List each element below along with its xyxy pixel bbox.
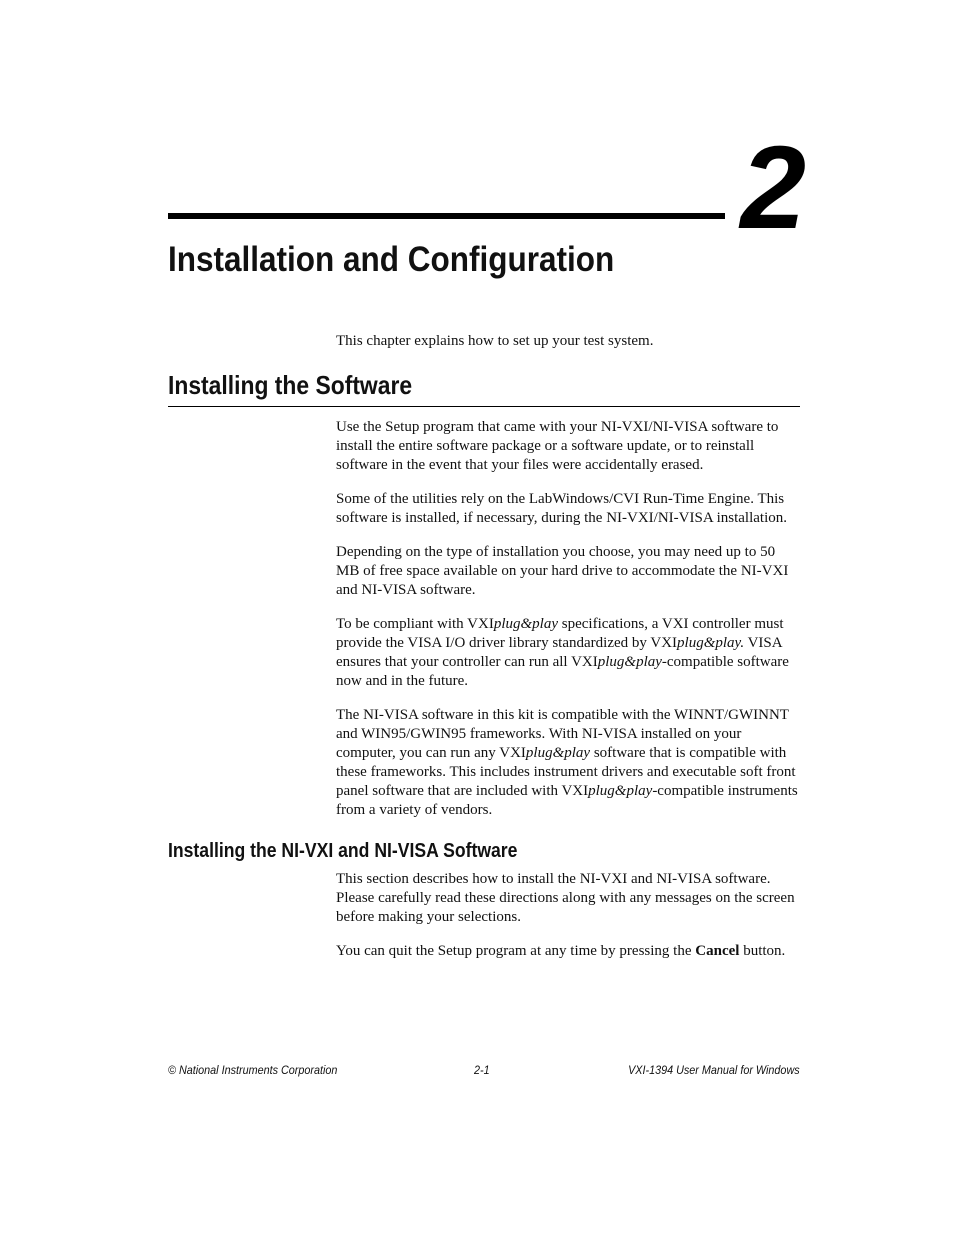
italic-text: plug&play xyxy=(588,783,653,799)
paragraph: Use the Setup program that came with your NI-VXI/NI-VISA software to install the entire software package or a software update, or to reinstall software in the event that your files were accidentally erased. xyxy=(336,419,779,473)
paragraph xyxy=(336,942,802,961)
text-run: software that is compatible with these frameworks. This includes instrument drivers and executable soft front panel software that are included with VXI xyxy=(336,745,796,799)
text-run: -compatible software now and in the future. xyxy=(336,654,789,689)
subsection-body xyxy=(336,870,802,976)
paragraph xyxy=(336,615,802,691)
italic-text: plug&play xyxy=(525,745,591,761)
paragraph: Some of the utilities rely on the LabWindows/CVI Run-Time Engine. This software is installed, if necessary, during the NI-VXI/NI-VISA installation. xyxy=(336,491,788,526)
italic-text: plug&play xyxy=(493,616,558,632)
section-body-installing-software xyxy=(336,418,802,835)
text-run: The NI-VISA software in this kit is compatible with the WINNT/GWINNT and WIN95/GWIN95 frameworks. With NI-VISA installed on your computer, you can run any VXI xyxy=(336,707,789,761)
subsection-title-installing-ni-vxi-visa: Installing the NI-VXI and NI-VISA Software xyxy=(168,840,518,862)
paragraph: This section describes how to install the NI-VXI and NI-VISA software. Please carefully read these directions along with any messages on the screen before making your selections. xyxy=(336,871,795,925)
chapter-rule xyxy=(168,213,725,219)
section-title-installing-software: Installing the Software xyxy=(168,370,413,400)
text-run: specifications, a VXI controller must provide the VISA I/O driver library standardized by VXI xyxy=(336,616,784,651)
chapter-title: Installation and Configuration xyxy=(168,240,615,279)
paragraph: Depending on the type of installation you choose, you may need up to 50 MB of free space available on your hard drive to accommodate the NI-VXI and NI-VISA software. xyxy=(336,544,789,598)
footer-page-number: 2-1 xyxy=(474,1063,490,1077)
chapter-intro: This chapter explains how to set up your test system. xyxy=(336,333,654,349)
text-run: button. xyxy=(739,943,786,959)
footer-manual-title: VXI-1394 User Manual for Windows xyxy=(628,1063,800,1077)
chapter-number: 2 xyxy=(740,122,806,254)
paragraph xyxy=(336,706,802,820)
footer-copyright: © National Instruments Corporation xyxy=(168,1063,338,1077)
text-run: You can quit the Setup program at any time by pressing the xyxy=(336,943,696,959)
text-run: VISA ensures that your controller can run all VXI xyxy=(336,635,782,670)
italic-text: plug&play. xyxy=(677,635,745,651)
text-run: -compatible instruments from a variety of vendors. xyxy=(336,783,798,818)
bold-text-cancel: Cancel xyxy=(695,943,740,959)
text-run: To be compliant with VXI xyxy=(336,616,494,632)
section-rule xyxy=(168,406,800,407)
italic-text: plug&play xyxy=(597,654,662,670)
